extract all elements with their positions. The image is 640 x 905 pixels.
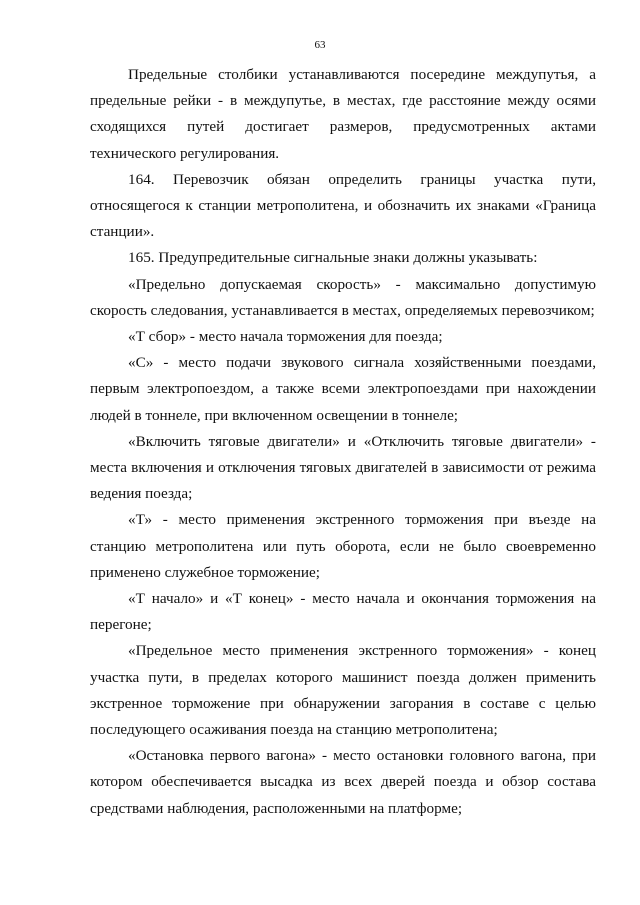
paragraph-traction-motors-sign: «Включить тяговые двигатели» и «Отключить тяговые двигатели» - места включения и отключения тяговых двигателей в зависимости от режима ведения поезда; [90, 432, 596, 503]
paragraph-t-sign: «Т» - место применения экстренного торможения при въезде на станцию метрополитена или путь оборота, если не было своевременно применено служебное торможение; [90, 511, 596, 581]
paragraph-first-car-stop-sign: «Остановка первого вагона» - место остановки головного вагона, при котором обеспечивается высадка из всех дверей поезда и обзор состава средствами наблюдения, расположенными на платформе; [90, 747, 596, 817]
paragraph-t-start-end-sign: «Т начало» и «Т конец» - место начала и окончания торможения на перегоне; [90, 590, 596, 634]
page-number: 63 [314, 39, 326, 51]
paragraph-t-sbor-sign: «Т сбор» - место начала торможения для поезда; [128, 328, 443, 346]
paragraph-boundary-posts: Предельные столбики устанавливаются посередине междупутья, а предельные рейки - в междупутье, в местах, где расстояние между осями сходящихся путей достигает размеров, предусмотренных актами технического регулирования. [90, 66, 596, 162]
paragraph-c-sign: «С» - место подачи звукового сигнала хозяйственными поездами, первым электропоездом, а также всеми электропоездами при нахождении людей в тоннеле, при включенном освещении в тоннеле; [90, 354, 596, 424]
paragraph-emergency-braking-limit-sign: «Предельное место применения экстренного торможения» - конец участка пути, в пределах которого машинист поезда должен применить экстренное торможение при обнаружении загорания в составе с целью последующего осаживания поезда на станцию метрополитена; [90, 642, 596, 739]
document-body [90, 62, 596, 822]
paragraph-164: 164. Перевозчик обязан определить границы участка пути, относящегося к станции метрополитена, и обозначить их знаками «Граница станции». [90, 170, 596, 241]
paragraph-speed-limit-sign: «Предельно допускаемая скорость» - максимально допустимую скорость следования, устанавливается в местах, определяемых перевозчиком; [90, 275, 596, 319]
paragraph-165: 165. Предупредительные сигнальные знаки должны указывать: [128, 249, 538, 267]
